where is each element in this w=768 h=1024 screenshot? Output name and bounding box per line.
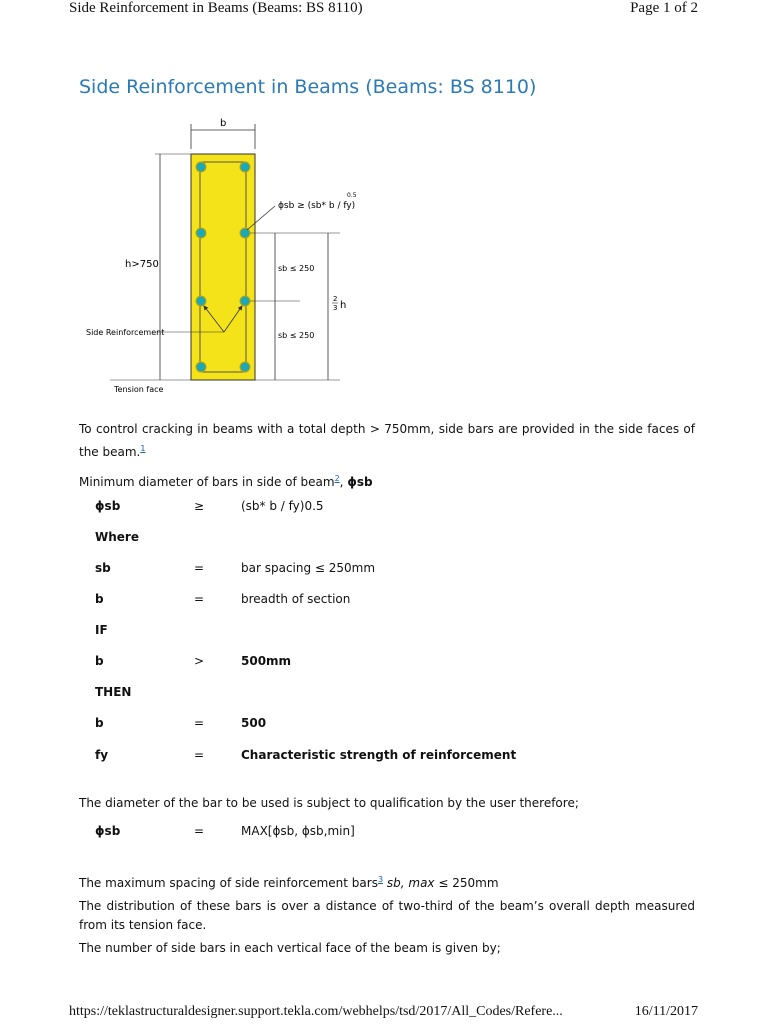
bar bbox=[196, 228, 206, 238]
intro-paragraph bbox=[79, 420, 695, 462]
definition-c2: = bbox=[194, 592, 205, 606]
label-phi: ϕsb ≥ (sb* b / fy) bbox=[278, 201, 356, 211]
definition-row bbox=[95, 654, 695, 674]
document-title: Side Reinforcement in Beams (Beams: BS 8110) bbox=[79, 76, 537, 98]
definition-row bbox=[95, 561, 695, 581]
bar bbox=[196, 296, 206, 306]
bar bbox=[196, 162, 206, 172]
qual-c3: MAX[ϕsb, ϕsb,min] bbox=[241, 824, 355, 838]
definition-c1: fy bbox=[95, 748, 109, 762]
definition-c1: b bbox=[95, 654, 104, 668]
definition-c3: breadth of section bbox=[241, 592, 351, 606]
footnote-link-1[interactable]: 1 bbox=[140, 444, 146, 453]
max-spacing-symbol: sb, max bbox=[386, 876, 435, 890]
bar bbox=[240, 162, 250, 172]
bar bbox=[240, 228, 250, 238]
definition-c1: b bbox=[95, 716, 104, 730]
qual-c2: = bbox=[194, 824, 205, 838]
max-spacing-line bbox=[79, 870, 695, 893]
footnote-link-2[interactable]: 2 bbox=[334, 474, 340, 483]
definition-row bbox=[95, 748, 695, 768]
label-tension-face: Tension face bbox=[114, 385, 164, 394]
definition-c3: 500 bbox=[241, 716, 267, 730]
definition-c3: bar spacing ≤ 250mm bbox=[241, 561, 376, 575]
frac-den: 3 bbox=[333, 304, 338, 312]
distribution-text: The distribution of these bars is over a distance of two-third of the beam’s overall depth measured from its tension face. bbox=[79, 899, 695, 932]
frac-num: 2 bbox=[333, 295, 338, 303]
definition-c3: (sb* b / fy)0.5 bbox=[241, 499, 324, 513]
label-exp: 0.5 bbox=[347, 192, 357, 199]
max-spacing-rest: ≤ 250mm bbox=[438, 876, 499, 890]
definition-c3: 500mm bbox=[241, 654, 292, 668]
definition-c2: > bbox=[194, 654, 205, 668]
definition-row bbox=[95, 592, 695, 612]
definition-c3: Characteristic strength of reinforcement bbox=[241, 748, 517, 762]
definition-c1: ϕsb bbox=[95, 499, 121, 513]
qualification-paragraph bbox=[79, 794, 695, 813]
definition-c2: = bbox=[194, 716, 205, 730]
qual-text: The diameter of the bar to be used is subject to qualification by the user therefore; bbox=[79, 796, 579, 810]
max-spacing-text: The maximum spacing of side reinforcement bars bbox=[79, 876, 378, 890]
bar bbox=[240, 296, 250, 306]
min-dia-text: Minimum diameter of bars in side of beam bbox=[79, 475, 335, 489]
header-title: Side Reinforcement in Beams (Beams: BS 8110) bbox=[69, 0, 363, 16]
definition-c1: b bbox=[95, 592, 104, 606]
definition-c1: sb bbox=[95, 561, 111, 575]
beam-section-diagram bbox=[86, 114, 380, 404]
definition-c1: IF bbox=[95, 623, 108, 637]
number-paragraph bbox=[79, 939, 695, 958]
qual-row bbox=[95, 824, 695, 844]
frac-h: h bbox=[340, 300, 347, 311]
intro-text: To control cracking in beams with a total depth > 750mm, side bars are provided in the side faces of the beam. bbox=[79, 422, 695, 459]
min-diameter-line: Minimum diameter of bars in side of beam$^2$, ϕsb bbox=[79, 474, 373, 489]
footnote-link-3[interactable]: 3 bbox=[377, 875, 384, 884]
definition-c2: = bbox=[194, 561, 205, 575]
page-number: Page 1 of 2 bbox=[630, 0, 698, 16]
definition-c1: Where bbox=[95, 530, 139, 544]
page-footer bbox=[0, 1004, 768, 1024]
qual-c1: ϕsb bbox=[95, 824, 121, 838]
bar bbox=[240, 362, 250, 372]
page-header bbox=[0, 0, 768, 22]
definition-row bbox=[95, 716, 695, 736]
bar bbox=[196, 362, 206, 372]
definition-row bbox=[95, 623, 695, 643]
footer-date: 16/11/2017 bbox=[634, 1004, 698, 1019]
definition-c2: ≥ bbox=[194, 499, 205, 513]
definition-c2: = bbox=[194, 748, 205, 762]
definition-row bbox=[95, 530, 695, 550]
definition-row bbox=[95, 499, 695, 519]
definition-row bbox=[95, 685, 695, 705]
min-dia-symbol: ϕsb bbox=[347, 475, 373, 489]
beam-rect bbox=[191, 154, 255, 380]
label-side-reinforcement: Side Reinforcement bbox=[86, 328, 165, 337]
definition-c1: THEN bbox=[95, 685, 132, 699]
label-b: b bbox=[220, 118, 227, 129]
label-h: h>750 bbox=[125, 259, 159, 270]
label-sb1: sb ≤ 250 bbox=[278, 264, 315, 273]
number-text: The number of side bars in each vertical face of the beam is given by; bbox=[79, 941, 501, 955]
distribution-paragraph bbox=[79, 897, 695, 935]
footer-url[interactable]: https://teklastructuraldesigner.support.tekla.com/webhelps/tsd/2017/All_Codes/Refere... bbox=[69, 1004, 563, 1019]
label-sb2: sb ≤ 250 bbox=[278, 331, 315, 340]
